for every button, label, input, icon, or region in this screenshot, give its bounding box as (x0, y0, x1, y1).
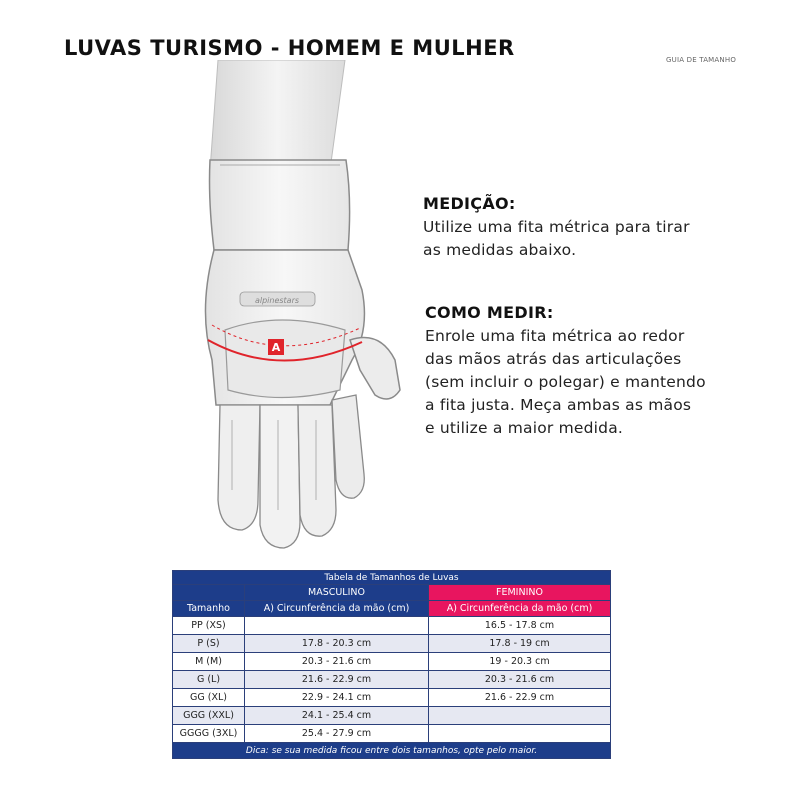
blank-corner (173, 585, 245, 601)
table-row (173, 725, 611, 743)
how-line: das mãos atrás das articulações (425, 350, 682, 368)
size-cell: GGG (XXL) (173, 707, 245, 725)
female-cell: 16.5 - 17.8 cm (429, 617, 611, 635)
glove-illustration (180, 60, 430, 560)
how-line: a fita justa. Meça ambas as mãos (425, 396, 692, 414)
measure-line: as medidas abaixo. (423, 241, 577, 259)
table-row (173, 653, 611, 671)
table-footer: Dica: se sua medida ficou entre dois tamanhos, opte pelo maior. (173, 743, 611, 759)
female-cell (429, 725, 611, 743)
finger-1 (218, 405, 260, 530)
male-cell: 21.6 - 22.9 cm (245, 671, 429, 689)
how-line: Enrole uma fita métrica ao redor (425, 327, 685, 345)
male-cell (245, 617, 429, 635)
corner-note: GUIA DE TAMANHO (666, 56, 737, 64)
male-cell: 24.1 - 25.4 cm (245, 707, 429, 725)
forearm-shape (210, 60, 345, 170)
table-row (173, 635, 611, 653)
male-cell: 22.9 - 24.1 cm (245, 689, 429, 707)
marker-a-label: A (271, 341, 281, 354)
finger-2 (260, 405, 300, 548)
female-cell: 21.6 - 22.9 cm (429, 689, 611, 707)
size-cell: G (L) (173, 671, 245, 689)
size-cell: GGGG (3XL) (173, 725, 245, 743)
female-col-header: A) Circunferência da mão (cm) (429, 601, 611, 617)
table-row (173, 617, 611, 635)
size-cell: M (M) (173, 653, 245, 671)
table-row (173, 671, 611, 689)
male-header: MASCULINO (245, 585, 429, 601)
table-row (173, 707, 611, 725)
size-cell: GG (XL) (173, 689, 245, 707)
knuckle-guard (225, 320, 345, 398)
how-line: e utilize a maior medida. (425, 419, 624, 437)
female-header: FEMININO (429, 585, 611, 601)
glove-cuff (210, 160, 350, 250)
female-cell (429, 707, 611, 725)
male-cell: 20.3 - 21.6 cm (245, 653, 429, 671)
male-cell: 17.8 - 20.3 cm (245, 635, 429, 653)
page-title: LUVAS TURISMO - HOMEM E MULHER (64, 36, 515, 60)
size-cell: P (S) (173, 635, 245, 653)
measure-line: Utilize uma fita métrica para tirar (423, 218, 690, 236)
how-text (425, 325, 706, 440)
male-col-header: A) Circunferência da mão (cm) (245, 601, 429, 617)
table-caption: Tabela de Tamanhos de Luvas (173, 571, 611, 585)
male-cell: 25.4 - 27.9 cm (245, 725, 429, 743)
brand-mark: alpinestars (254, 296, 300, 305)
female-cell: 17.8 - 19 cm (429, 635, 611, 653)
size-table (172, 570, 611, 759)
measure-heading: MEDIÇÃO: (423, 194, 516, 213)
how-line: (sem incluir o polegar) e mantendo (425, 373, 706, 391)
measure-text (423, 216, 690, 262)
glove-thumb (350, 338, 400, 400)
how-heading: COMO MEDIR: (425, 303, 554, 322)
female-cell: 19 - 20.3 cm (429, 653, 611, 671)
female-cell: 20.3 - 21.6 cm (429, 671, 611, 689)
finger-4 (332, 395, 364, 498)
finger-3 (298, 405, 336, 536)
size-cell: PP (XS) (173, 617, 245, 635)
table-row (173, 689, 611, 707)
size-col-header: Tamanho (173, 601, 245, 617)
